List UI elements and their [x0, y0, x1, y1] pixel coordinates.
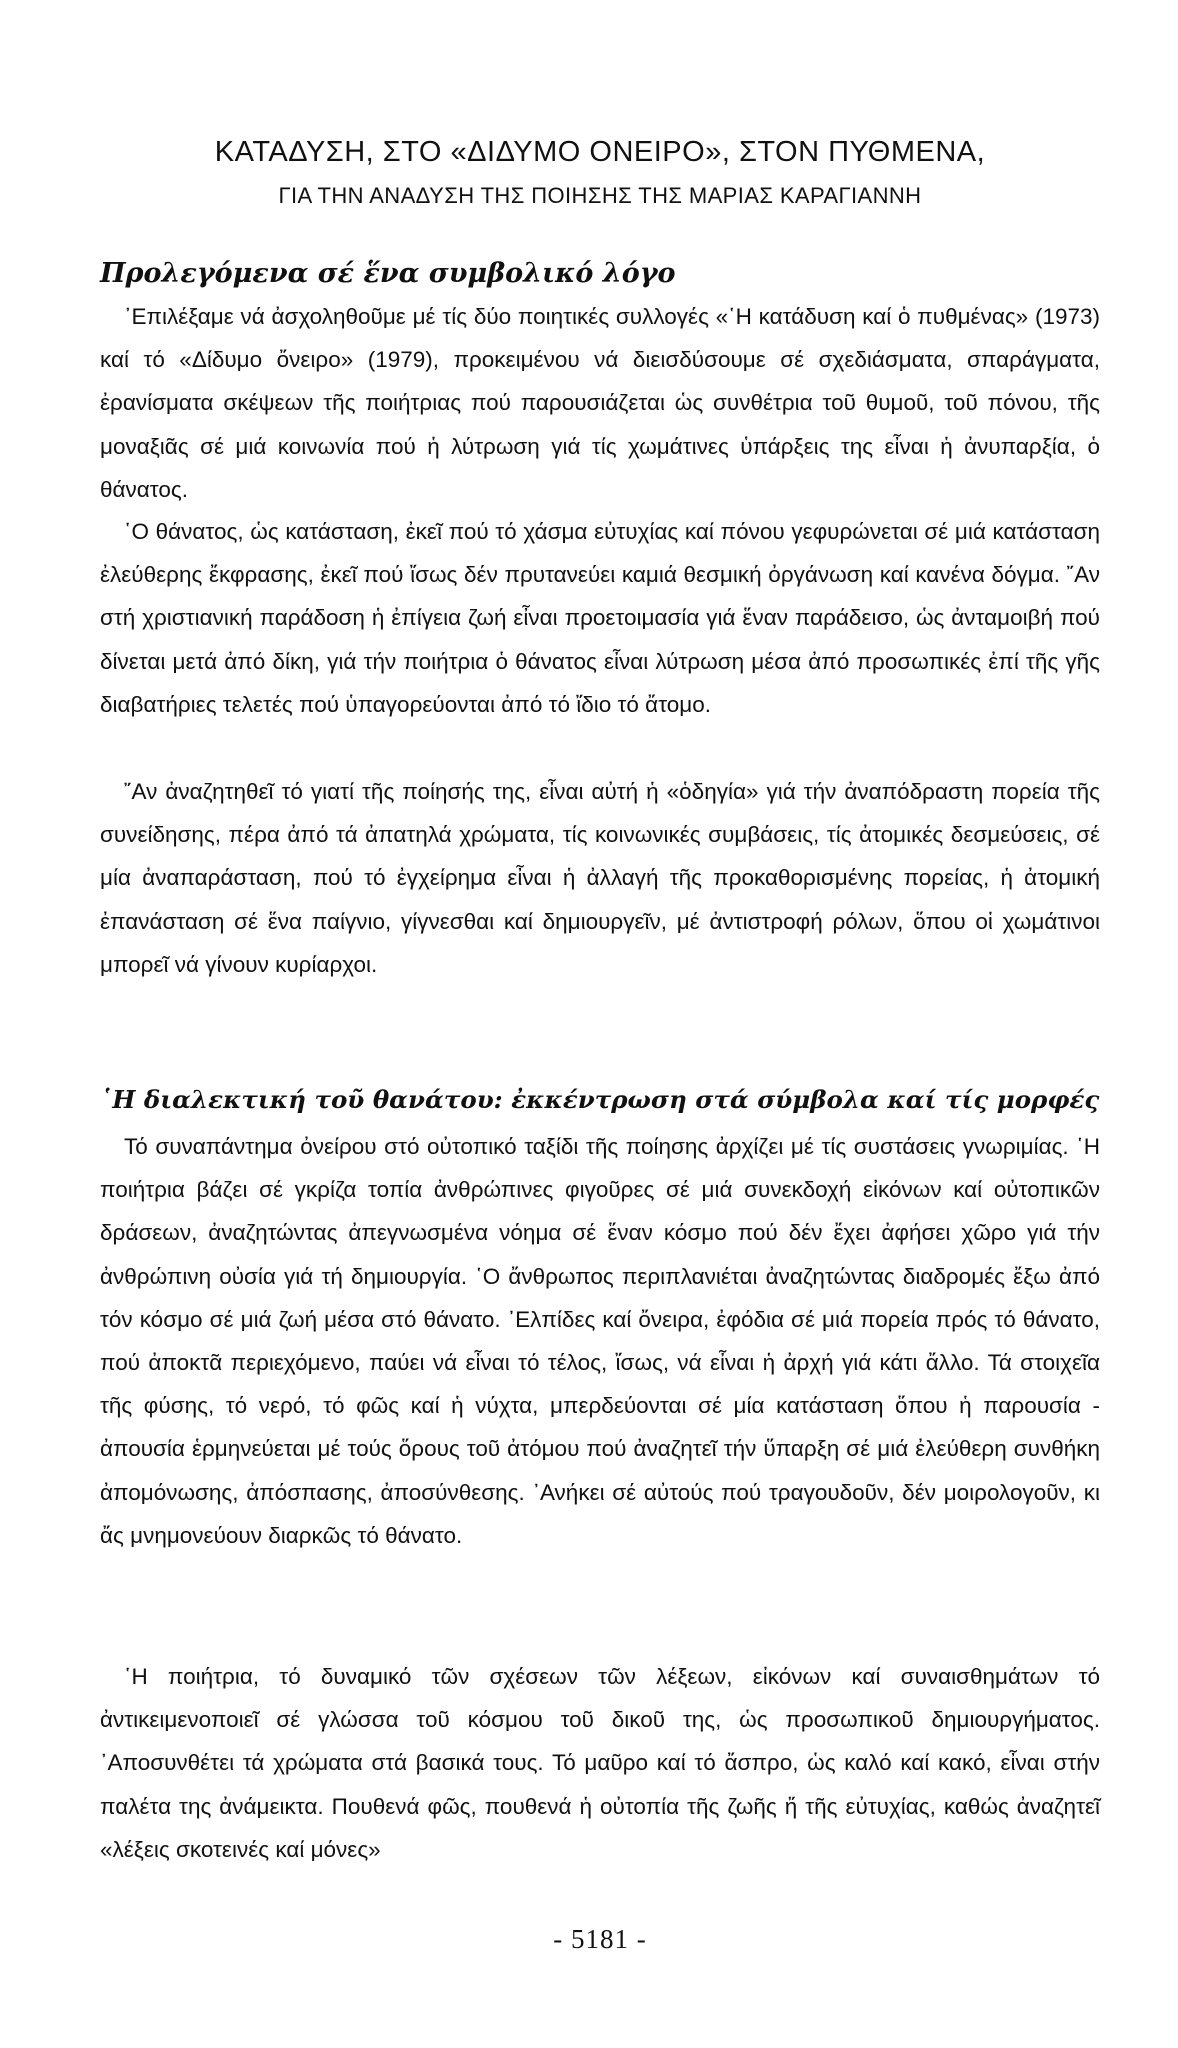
section-heading: Προλεγόμενα σέ ἕνα συμβολικό λόγο: [100, 258, 676, 289]
article-subtitle: ΓΙΑ ΤΗΝ ΑΝΑΔΥΣΗ ΤΗΣ ΠΟΙΗΣΗΣ ΤΗΣ ΜΑΡΙΑΣ ΚΑΡΑΓΙΑΝΝΗ: [278, 183, 922, 208]
section-heading: ῾Η διαλεκτική τοῦ θανάτου: ἐκκέντρωση στά σύμβολα καί τίς μορφές: [100, 1085, 1100, 1114]
article-title: ΚΑΤΑΔΥΣΗ, ΣΤΟ «ΔΙΔΥΜΟ ΟΝΕΙΡΟ», ΣΤΟΝ ΠΥΘΜΕΝΑ,: [214, 136, 986, 168]
page-number: - 5181 -: [553, 1924, 647, 1954]
document-page: [100, 0, 1100, 2048]
paragraph: ῾Η ποιήτρια, τό δυναμικό τῶν σχέσεων τῶν λέξεων, εἰκόνων καί συναισθημάτων τό ἀντικειμενοποιεῖ σέ γλώσσα τοῦ κόσμου τοῦ δικοῦ της, ὡς προσωπικοῦ δημιουργήματος. ᾽Αποσυνθέτει τά χρώματα στά βασικά τους. Τό μαῦρο καί τό ἄσπρο, ὡς καλό καί κακό, εἶναι στήν παλέτα της ἀνάμεικτα. Πουθενά φῶς, πουθενά ἡ οὐτοπία τῆς ζωῆς ἤ τῆς εὐτυχίας, καθώς ἀναζητεῖ «λέξεις σκοτεινές καί μόνες»: [100, 1664, 1100, 1862]
paragraph: ῎Αν ἀναζητηθεῖ τό γιατί τῆς ποίησής της, εἶναι αὐτή ἡ «ὁδηγία» γιά τήν ἀναπόδραστη πορεία τῆς συνείδησης, πέρα ἀπό τά ἀπατηλά χρώματα, τίς κοινωνικές συμβάσεις, τίς ἀτομικές δεσμεύσεις, σέ μία ἀναπαράσταση, πού τό ἐγχείρημα εἶναι ἡ ἀλλαγή τῆς προκαθορισμένης πορείας, ἡ ἀτομική ἐπανάσταση σέ ἕνα παίγνιο, γίγνεσθαι καί δημιουργεῖν, μέ ἀντιστροφή ρόλων, ὅπου οἱ χωμάτινοι μπορεῖ νά γίνουν κυρίαρχοι.: [100, 779, 1100, 977]
paragraph: ῾Ο θάνατος, ὡς κατάσταση, ἐκεῖ πού τό χάσμα εὐτυχίας καί πόνου γεφυρώνεται σέ μιά κατάσταση ἐλεύθερης ἔκφρασης, ἐκεῖ πού ἴσως δέν πρυτανεύει καμιά θεσμική ὀργάνωση καί κανένα δόγμα. ῎Αν στή χριστιανική παράδοση ἡ ἐπίγεια ζωή εἶναι προετοιμασία γιά ἕναν παράδεισο, ὡς ἀνταμοιβή πού δίνεται μετά ἀπό δίκη, γιά τήν ποιήτρια ὁ θάνατος εἶναι λύτρωση μέσα ἀπό προσωπικές ἐπί τῆς γῆς διαβατήριες τελετές πού ὑπαγορεύονται ἀπό τό ἴδιο τό ἄτομο.: [100, 519, 1100, 717]
paragraph: Τό συναπάντημα ὀνείρου στό οὐτοπικό ταξίδι τῆς ποίησης ἀρχίζει μέ τίς συστάσεις γνωριμίας. ῾Η ποιήτρια βάζει σέ γκρίζα τοπία ἀνθρώπινες φιγοῦρες σέ μιά συνεκδοχή εἰκόνων καί οὐτοπικῶν δράσεων, ἀναζητώντας ἀπεγνωσμένα νόημα σέ ἕναν κόσμο πού δέν ἔχει ἀφήσει χῶρο γιά τήν ἀνθρώπινη οὐσία γιά τή δημιουργία. ῾Ο ἄνθρωπος περιπλανιέται ἀναζητώντας διαδρομές ἔξω ἀπό τόν κόσμο σέ μιά ζωή μέσα στό θάνατο. ᾽Ελπίδες καί ὄνειρα, ἐφόδια σέ μιά πορεία πρός τό θάνατο, πού ἀποκτᾶ περιεχόμενο, παύει νά εἶναι τό τέλος, ἴσως, νά εἶναι ἡ ἀρχή γιά κάτι ἄλλο. Τά στοιχεῖα τῆς φύσης, τό νερό, τό φῶς καί ἡ νύχτα, μπερδεύονται σέ μία κατάσταση ὅπου ἡ παρουσία - ἀπουσία ἑρμηνεύεται μέ τούς ὅρους τοῦ ἀτόμου πού ἀναζητεῖ τήν ὕπαρξη σέ μιά ἐλεύθερη συνθήκη ἀπομόνωσης, ἀπόσπασης, ἀποσύνθεσης. ᾽Ανήκει σέ αὐτούς πού τραγουδοῦν, δέν μοιρολογοῦν, κι ἄς μνημονεύουν διαρκῶς τό θάνατο.: [100, 1134, 1100, 1548]
paragraph: ᾽Επιλέξαμε νά ἀσχοληθοῦμε μέ τίς δύο ποιητικές συλλογές «῾Η κατάδυση καί ὁ πυθμένας» (1973) καί τό «Δίδυμο ὄνειρο» (1979), προκειμένου νά διεισδύσουμε σέ σχεδιάσματα, σπαράγματα, ἐρανίσματα σκέψεων τῆς ποιήτριας πού παρουσιάζεται ὡς συνθέτρια τοῦ θυμοῦ, τοῦ πόνου, τῆς μοναξιᾶς σέ μιά κοινωνία πού ἡ λύτρωση γιά τίς χωμάτινες ὑπάρξεις της εἶναι ἡ ἀνυπαρξία, ὁ θάνατος.: [100, 304, 1100, 502]
